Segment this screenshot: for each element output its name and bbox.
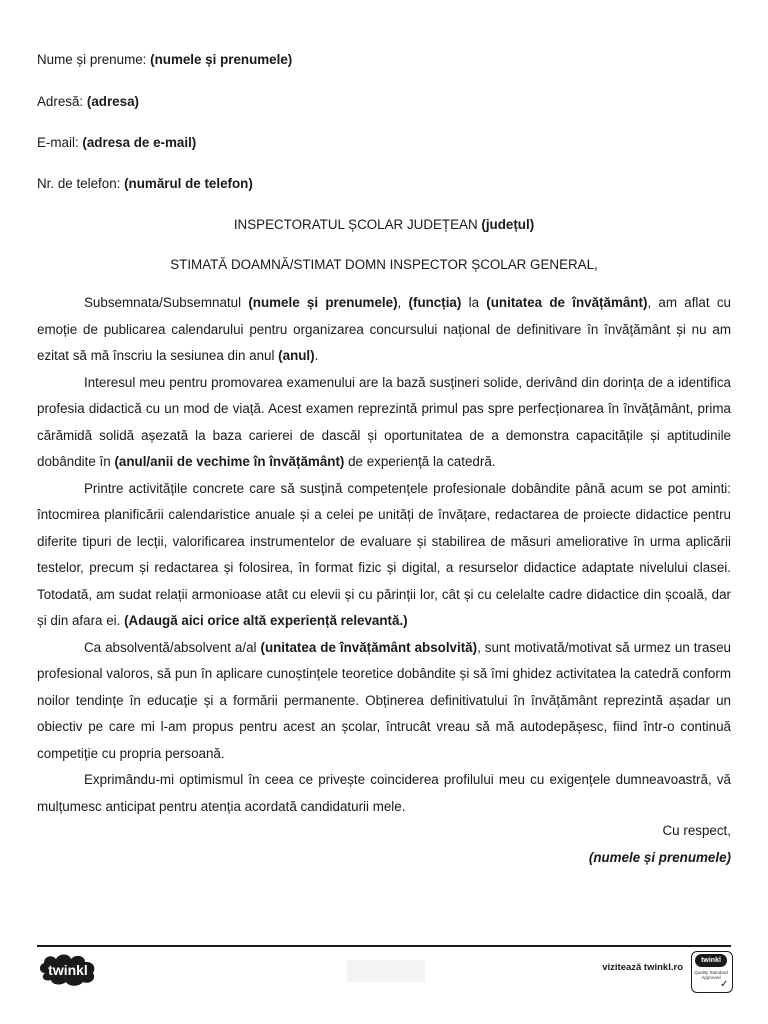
footer-placeholder xyxy=(347,960,425,982)
letter-body xyxy=(37,290,731,820)
twinkl-logo[interactable] xyxy=(37,951,99,987)
paragraph-4: Ca absolventă/absolvent a/al (unitatea de învățământ absolvită), sunt motivată/motivat să urmez un traseu profesional valoros, să pun în aplicare cunoștințele teoretice dobândite și să îmi ghidez activitatea la catedră conform noilor tendințe în educație și a formării permanente. Obținerea definitivatului în învățământ reprezintă așadar un obiectiv pe care mi l-am propus pentru acest an școlar, întrucât vreau să mă autodepășesc, fiind într-o continuă competiție cu propria persoană. xyxy=(37,639,731,761)
check-icon: ✓ xyxy=(720,979,729,990)
paragraph-2: Interesul meu pentru promovarea examenului are la bază susțineri solide, derivând din dorința de a identifica profesia didactică cu un mod de viață. Acest examen reprezintă primul pas spre perfecționarea în învățământ, prima cărămidă solidă așezată la baza carierei de dascăl și oportunitatea de a demonstra capacitățile și aptitudinile dobândite în (anul/anii de vechime în învățământ) de experiență la catedră. xyxy=(37,374,731,469)
closing: Cu respect, xyxy=(662,823,731,838)
phone-field: Nr. de telefon: (numărul de telefon) xyxy=(37,176,253,191)
visit-link[interactable]: vizitează twinkl.ro xyxy=(602,962,683,973)
footer-divider xyxy=(37,945,731,947)
address-field: Adresă: (adresa) xyxy=(37,94,139,109)
paragraph-3: Printre activitățile concrete care să susțină competențele profesionale dobândite până acum se pot aminti: întocmirea planificării calendaristice anuale și a celei pe unități de învățare, redactarea de proiecte didactice pentru diferite tipuri de lecții, valorificarea instrumentelor de evaluare și stabilirea de măsuri ameliorative în urma aplicării testelor, precum și redactarea și folosirea, în format fizic și digital, a resurselor didactice adaptate nivelului clasei. Totodată, am sudat relații armonioase atât cu elevii și cu părinții lor, cât și cu celelalte cadre didactice din școală, dar și din afara ei. (Adaugă aici orice altă experiență relevantă.) xyxy=(37,480,731,628)
logo-text: twinkl xyxy=(48,962,88,978)
badge-title: twinkl xyxy=(695,954,727,967)
inspectorate-heading: INSPECTORATUL ȘCOLAR JUDEȚEAN (județul) xyxy=(233,217,535,232)
email-field: E-mail: (adresa de e-mail) xyxy=(37,135,197,150)
name-field: Nume și prenume: (numele și prenumele) xyxy=(37,52,293,67)
quality-badge xyxy=(691,951,733,993)
paragraph-5: Exprimându-mi optimismul în ceea ce privește coinciderea profilului meu cu exigențele dumneavoastră, vă mulțumesc anticipat pentru atenția acordată candidaturii mele. xyxy=(37,772,731,814)
badge-text: Quality Standard Approved xyxy=(694,970,728,980)
signature: (numele și prenumele) xyxy=(588,850,731,865)
salutation: STIMATĂ DOAMNĂ/STIMAT DOMN INSPECTOR ȘCOLAR GENERAL, xyxy=(170,257,598,272)
paragraph-1: Subsemnata/Subsemnatul (numele și prenumele), (funcția) la (unitatea de învățământ), am aflat cu emoție de publicarea calendarului pentru organizarea concursului național de definitivare în învățământ și nu am ezitat să mă înscriu la sesiunea din anul (anul). xyxy=(37,295,731,363)
